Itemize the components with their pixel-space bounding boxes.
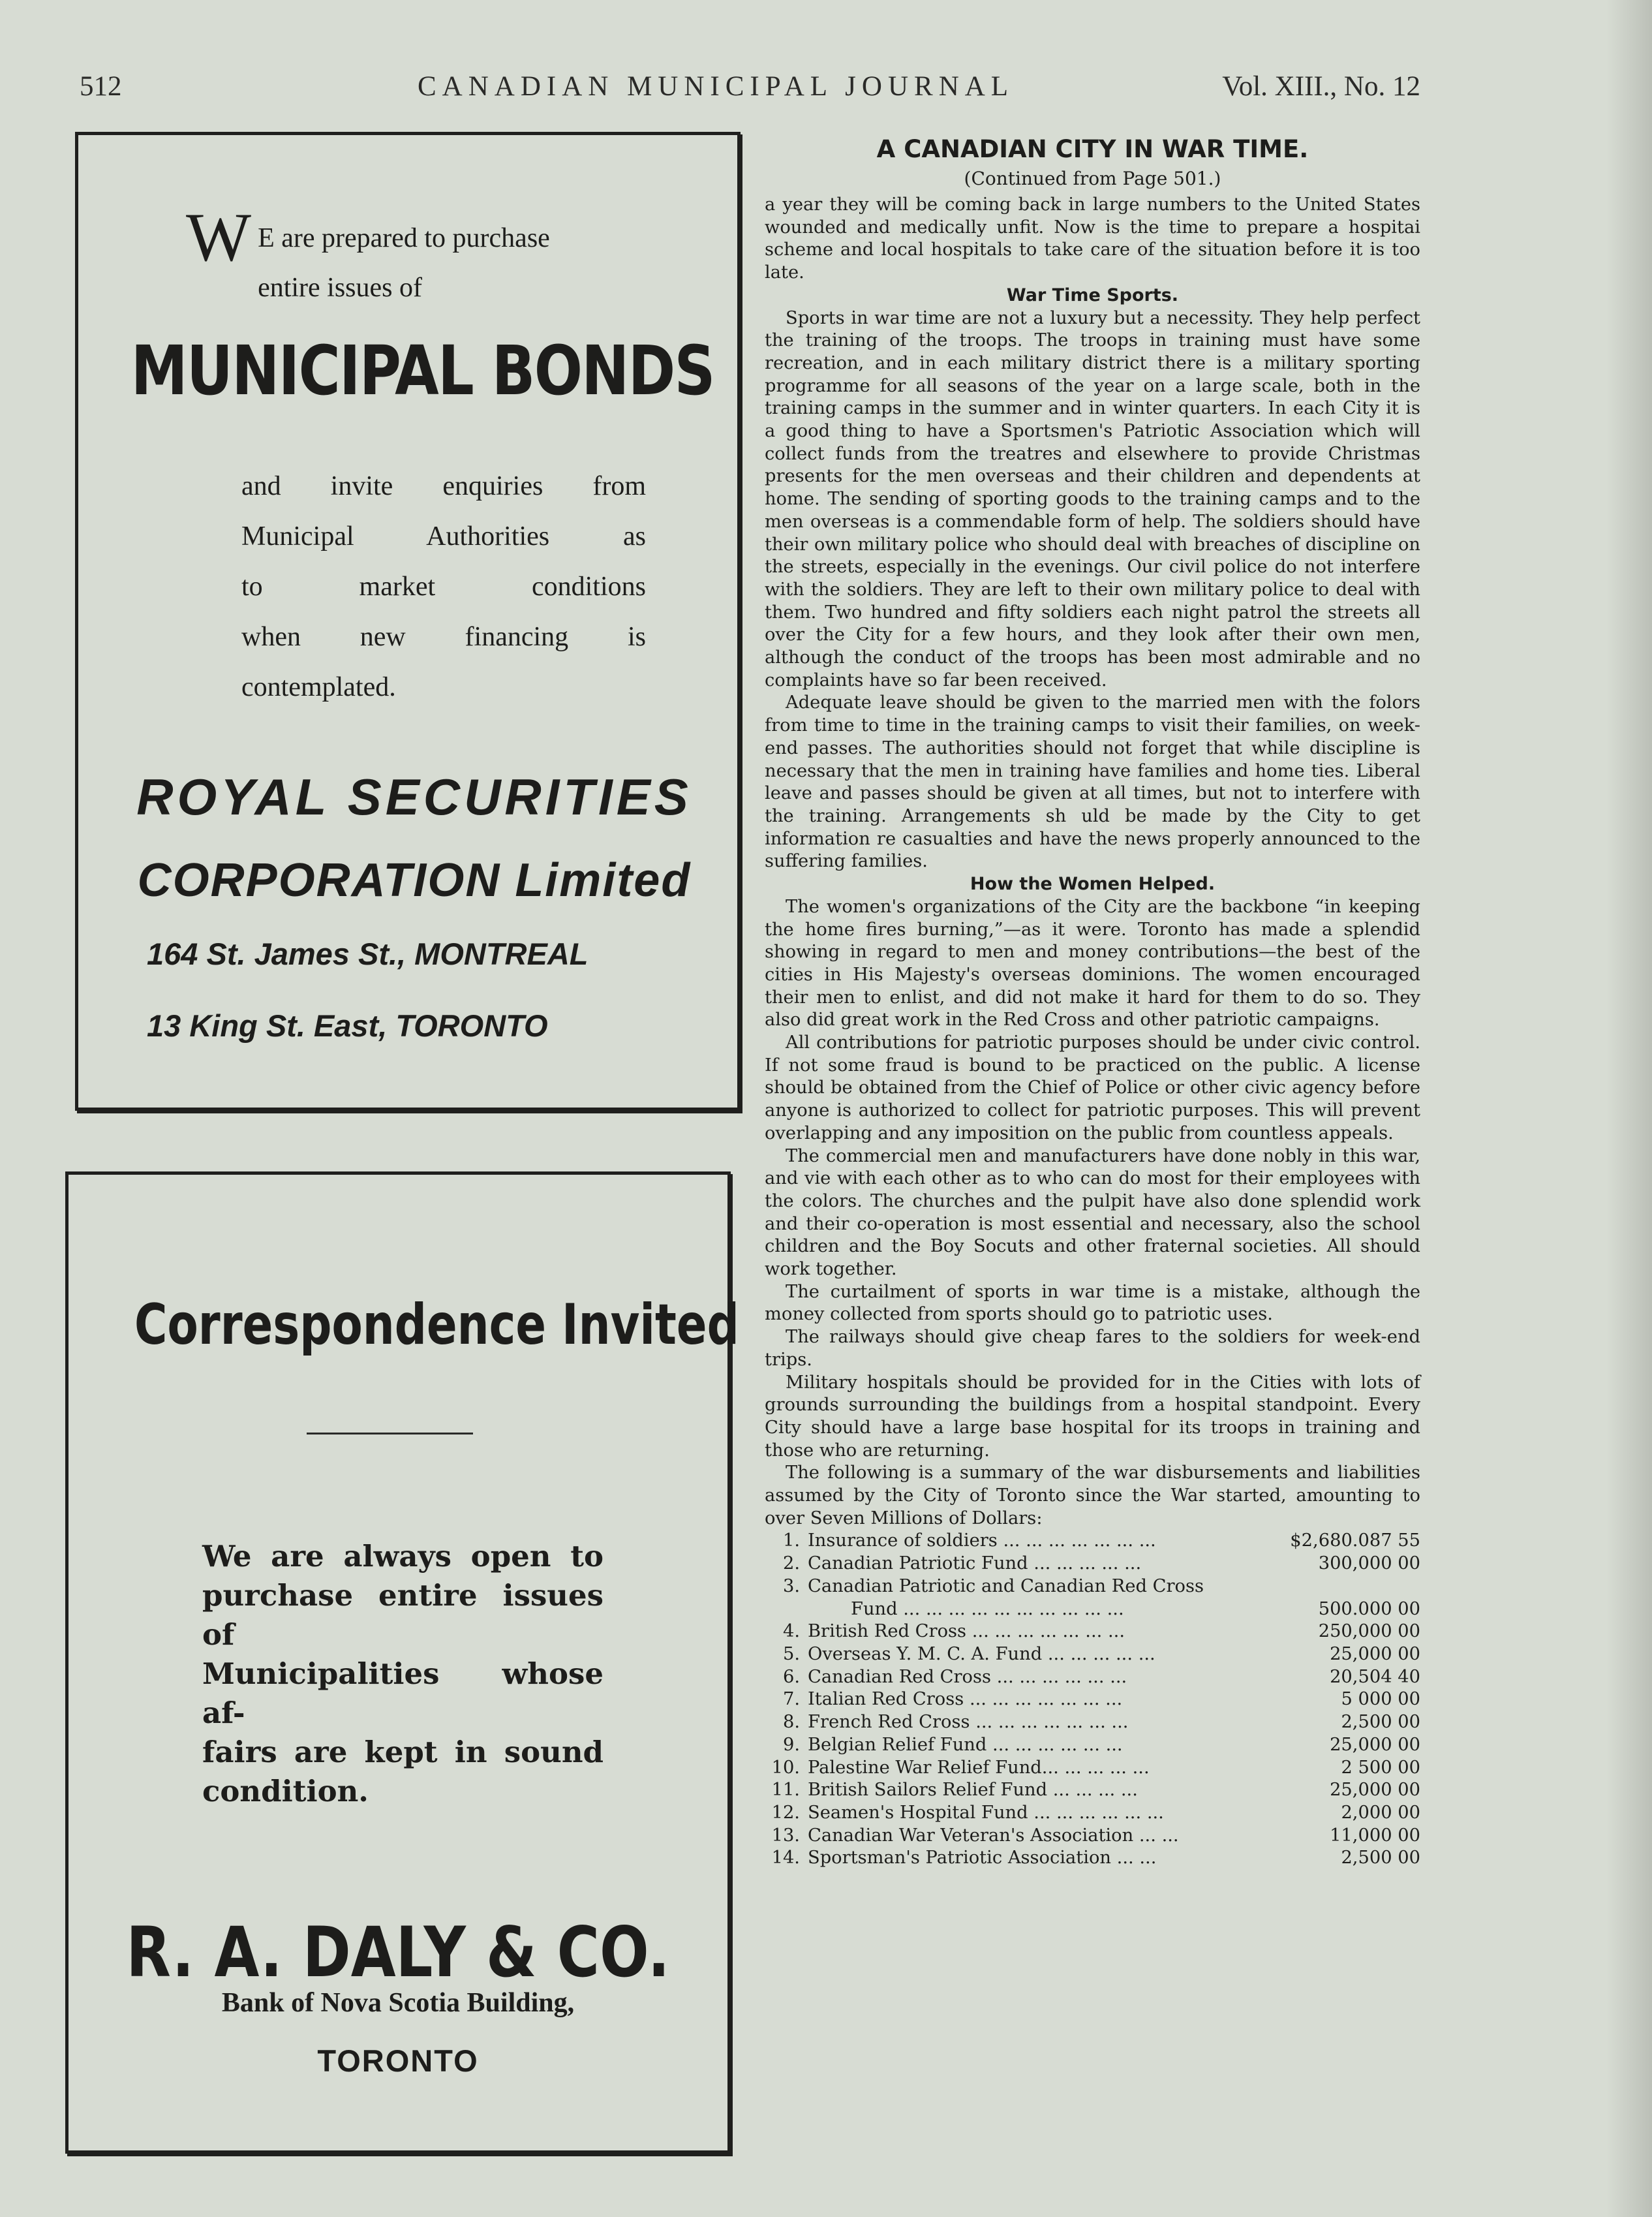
divider-rule xyxy=(307,1433,473,1434)
list-item xyxy=(765,1666,1420,1689)
ad-body-line: We are always open to xyxy=(202,1539,604,1574)
ad-intro xyxy=(186,199,695,313)
item-label: Canadian Red Cross ... ... ... ... ... ... xyxy=(808,1666,1127,1687)
paragraph: Sports in war time are not a luxury but a necessity. They help perfect the training of the troops. The troops in training must have some recreation, and in each military district there is a military sporting programme for all seasons of the year on a large scale, both in the training camps in the summer and in winter quarters. In each City it is a good thing to have a Sportsmen's Patriotic Association which will collect funds from the treatres and elsewhere to provide Christmas presents for the men overseas and their children and dependents at home. The sending of sporting goods to the training camps and to the men overseas is a commendable form of help. The soldiers should have their own military police who should deal with breaches of discipline on the streets, especially in the evenings. Our civil police do not interfere with the soldiers. They are left to their own military police to deal with them. Two hundred and fifty soldiers each night patrol the streets all over the City for a few hours, and they look after their own men, although the conduct of the troops has been most admirable and no complaints have so far been received. xyxy=(765,307,1420,690)
item-number: 4. xyxy=(782,1621,800,1642)
list-item xyxy=(765,1779,1420,1802)
paragraph: Military hospitals should be provided for in the Cities with lots of grounds surrounding the buildings from a hospital standpoint. Every City should have a large base hospital for its troops in training and those who are returning. xyxy=(765,1372,1420,1461)
list-item-continued xyxy=(765,1598,1420,1621)
paragraph: The women's organizations of the City are the backbone “in keeping the home fires burning,”—as it were. Toronto has made a splendid showing in regard to men and money contributions—the best of the cities in His Majesty's overseas dominions. The women encouraged their men to enlist, and did not make it hard for them to do so. They also did great work in the Red Cross and other patriotic campaigns. xyxy=(765,896,1420,1031)
page-number: 512 xyxy=(80,71,122,102)
intro-line-1: E are prepared to purchase xyxy=(258,223,550,253)
item-label: Palestine War Relief Fund... ... ... ... ... xyxy=(808,1757,1150,1778)
ad-body-line: purchase entire issues of xyxy=(202,1578,604,1652)
item-label: Canadian War Veteran's Association ... ... xyxy=(808,1825,1179,1846)
royal-securities-ad xyxy=(75,132,741,1111)
article-title: A CANADIAN CITY IN WAR TIME. xyxy=(876,135,1309,163)
ad-body-line: to market conditions xyxy=(241,572,646,602)
item-label: Insurance of soldiers ... ... ... ... ... ... ... xyxy=(808,1530,1156,1551)
item-label: British Red Cross ... ... ... ... ... ... ... xyxy=(808,1621,1125,1642)
list-item xyxy=(765,1620,1420,1643)
page-edge-shadow xyxy=(1606,0,1652,2217)
company-city: TORONTO xyxy=(317,2043,479,2078)
item-amount: 25,000 00 xyxy=(1330,1644,1420,1664)
item-amount: 250,000 00 xyxy=(1318,1621,1420,1642)
item-number: 5. xyxy=(782,1644,800,1664)
paragraph: The railways should give cheap fares to the soldiers for week-end trips. xyxy=(765,1327,1420,1370)
item-number: 12. xyxy=(771,1802,800,1823)
item-amount: 11,000 00 xyxy=(1330,1825,1420,1846)
ad-body-line: condition. xyxy=(202,1774,369,1808)
item-amount: 2 500 00 xyxy=(1341,1757,1420,1778)
ad-body-line: fairs are kept in sound xyxy=(202,1735,604,1769)
disbursement-list xyxy=(765,1530,1420,1870)
ra-daly-ad xyxy=(65,1171,739,2154)
ad-body-line: when new financing is xyxy=(241,622,646,652)
item-number: 7. xyxy=(782,1689,800,1710)
item-amount: 2,000 00 xyxy=(1341,1802,1420,1823)
ad-body-line: Municipal Authorities as xyxy=(241,521,646,551)
item-number: 10. xyxy=(771,1757,800,1778)
list-item xyxy=(765,1711,1420,1734)
volume-label: Vol. XIII., No. 12 xyxy=(1222,71,1420,102)
ad-body-line: contemplated. xyxy=(241,672,396,702)
item-label: Canadian Patriotic and Canadian Red Cross xyxy=(808,1575,1204,1596)
item-label: Seamen's Hospital Fund ... ... ... ... ... ... xyxy=(808,1802,1164,1823)
list-item xyxy=(765,1757,1420,1780)
intro-line-2: entire issues of xyxy=(258,273,423,303)
continued-note: (Continued from Page 501.) xyxy=(964,168,1221,189)
list-item xyxy=(765,1575,1420,1598)
company-building: Bank of Nova Scotia Building, xyxy=(221,1988,575,2018)
item-label: Fund ... ... ... ... ... ... ... ... ... ... xyxy=(851,1598,1124,1619)
company-line-2: CORPORATION Limited xyxy=(137,854,692,907)
item-number: 13. xyxy=(771,1825,800,1846)
item-amount: 300,000 00 xyxy=(1318,1553,1420,1574)
item-amount: 25,000 00 xyxy=(1330,1780,1420,1801)
paragraph: The following is a summary of the war disbursements and liabilities assumed by the City of Toronto since the War started, amounting to over Seven Millions of Dollars: xyxy=(765,1463,1420,1528)
list-item xyxy=(765,1553,1420,1575)
item-label: Sportsman's Patriotic Association ... ... xyxy=(808,1848,1157,1868)
list-item xyxy=(765,1688,1420,1711)
item-number: 11. xyxy=(771,1780,800,1801)
ad-headline: Correspondence Invited xyxy=(134,1292,739,1357)
item-number: 6. xyxy=(782,1666,800,1687)
item-amount: 25,000 00 xyxy=(1330,1734,1420,1755)
company-addresses xyxy=(147,918,721,1062)
item-amount: 2,500 00 xyxy=(1341,1848,1420,1868)
ad-body-line: Municipalities whose af- xyxy=(202,1656,604,1730)
paragraph: Adequate leave should be given to the married men with the folors from time to time in the training camps to visit their families, on week-end passes. The authorities should not forget that while discipline is necessary that the men in training have families and home ties. Liberal leave and passes should be given at all times, but not to interfere with the training. Arrangements sh uld be made by the City to get information re casualties and have the news properly announced to the suffering families. xyxy=(765,692,1420,872)
address-montreal: 164 St. James St., MONTREAL xyxy=(147,937,589,971)
item-amount: 20,504 40 xyxy=(1330,1666,1420,1687)
company-line-1: ROYAL SECURITIES xyxy=(136,768,692,826)
list-item xyxy=(765,1530,1420,1553)
ad-headline: MUNICIPAL BONDS xyxy=(130,331,714,411)
item-label: French Red Cross ... ... ... ... ... ... ... xyxy=(808,1712,1129,1733)
drop-cap: W xyxy=(186,199,252,275)
company-name xyxy=(104,755,724,922)
item-number: 9. xyxy=(782,1734,800,1755)
list-item xyxy=(765,1802,1420,1825)
list-item xyxy=(765,1643,1420,1666)
item-number: 3. xyxy=(782,1575,800,1596)
item-label: Belgian Relief Fund ... ... ... ... ... ... xyxy=(808,1734,1123,1755)
paragraph: All contributions for patriotic purposes should be under civic control. If not some fraud is bound to be practiced on the public. A license should be obtained from the Chief of Police or other civic agency before anyone is authorized to collect for patriotic purposes. This will prevent overlapping and any imposition on the public from countless appeals. xyxy=(765,1032,1420,1143)
list-item xyxy=(765,1825,1420,1848)
item-amount: 2,500 00 xyxy=(1341,1712,1420,1733)
list-item xyxy=(765,1734,1420,1757)
item-label: Italian Red Cross ... ... ... ... ... ... ... xyxy=(808,1689,1123,1710)
item-number: 8. xyxy=(782,1712,800,1733)
item-amount: $2,680.087 55 xyxy=(1290,1530,1420,1551)
item-label: Overseas Y. M. C. A. Fund ... ... ... ... ... xyxy=(808,1644,1155,1664)
company-name: R. A. DALY & CO. xyxy=(126,1912,670,1992)
item-label: British Sailors Relief Fund ... ... ... ... xyxy=(808,1780,1138,1801)
subheading-women: How the Women Helped. xyxy=(970,874,1216,895)
paragraph: The curtailment of sports in war time is a mistake, although the money collected from sports should go to patriotic uses. xyxy=(765,1281,1420,1325)
paragraph: The commercial men and manufacturers have done nobly in this war, and vie with each other as to who can do most for their employees with the colors. The churches and the pulpit have also done splendid work and their co-operation is most essential and necessary, also the school children and the Boy Socuts and other fraternal societies. All should work together. xyxy=(765,1145,1420,1280)
list-item xyxy=(765,1847,1420,1870)
item-number: 1. xyxy=(782,1530,800,1551)
journal-title: CANADIAN MUNICIPAL JOURNAL xyxy=(418,71,1015,102)
article-column xyxy=(765,127,1420,1870)
ad-body-line: and invite enquiries from xyxy=(241,471,646,501)
subheading-sports: War Time Sports. xyxy=(1006,285,1179,305)
item-number: 14. xyxy=(771,1848,800,1868)
paragraph: a year they will be coming back in large numbers to the United States wounded and medically unfit. Now is the time to prepare a hospitai scheme and local hospitals to take care of the situation before it is too late. xyxy=(765,194,1420,283)
item-label: Canadian Patriotic Fund ... ... ... ... ... xyxy=(808,1553,1142,1574)
address-toronto: 13 King St. East, TORONTO xyxy=(147,1008,548,1043)
item-amount: 500.000 00 xyxy=(1318,1598,1420,1619)
ad-body xyxy=(241,461,646,713)
item-amount: 5 000 00 xyxy=(1341,1689,1420,1710)
item-number: 2. xyxy=(782,1553,800,1574)
ad-body xyxy=(202,1537,604,1811)
